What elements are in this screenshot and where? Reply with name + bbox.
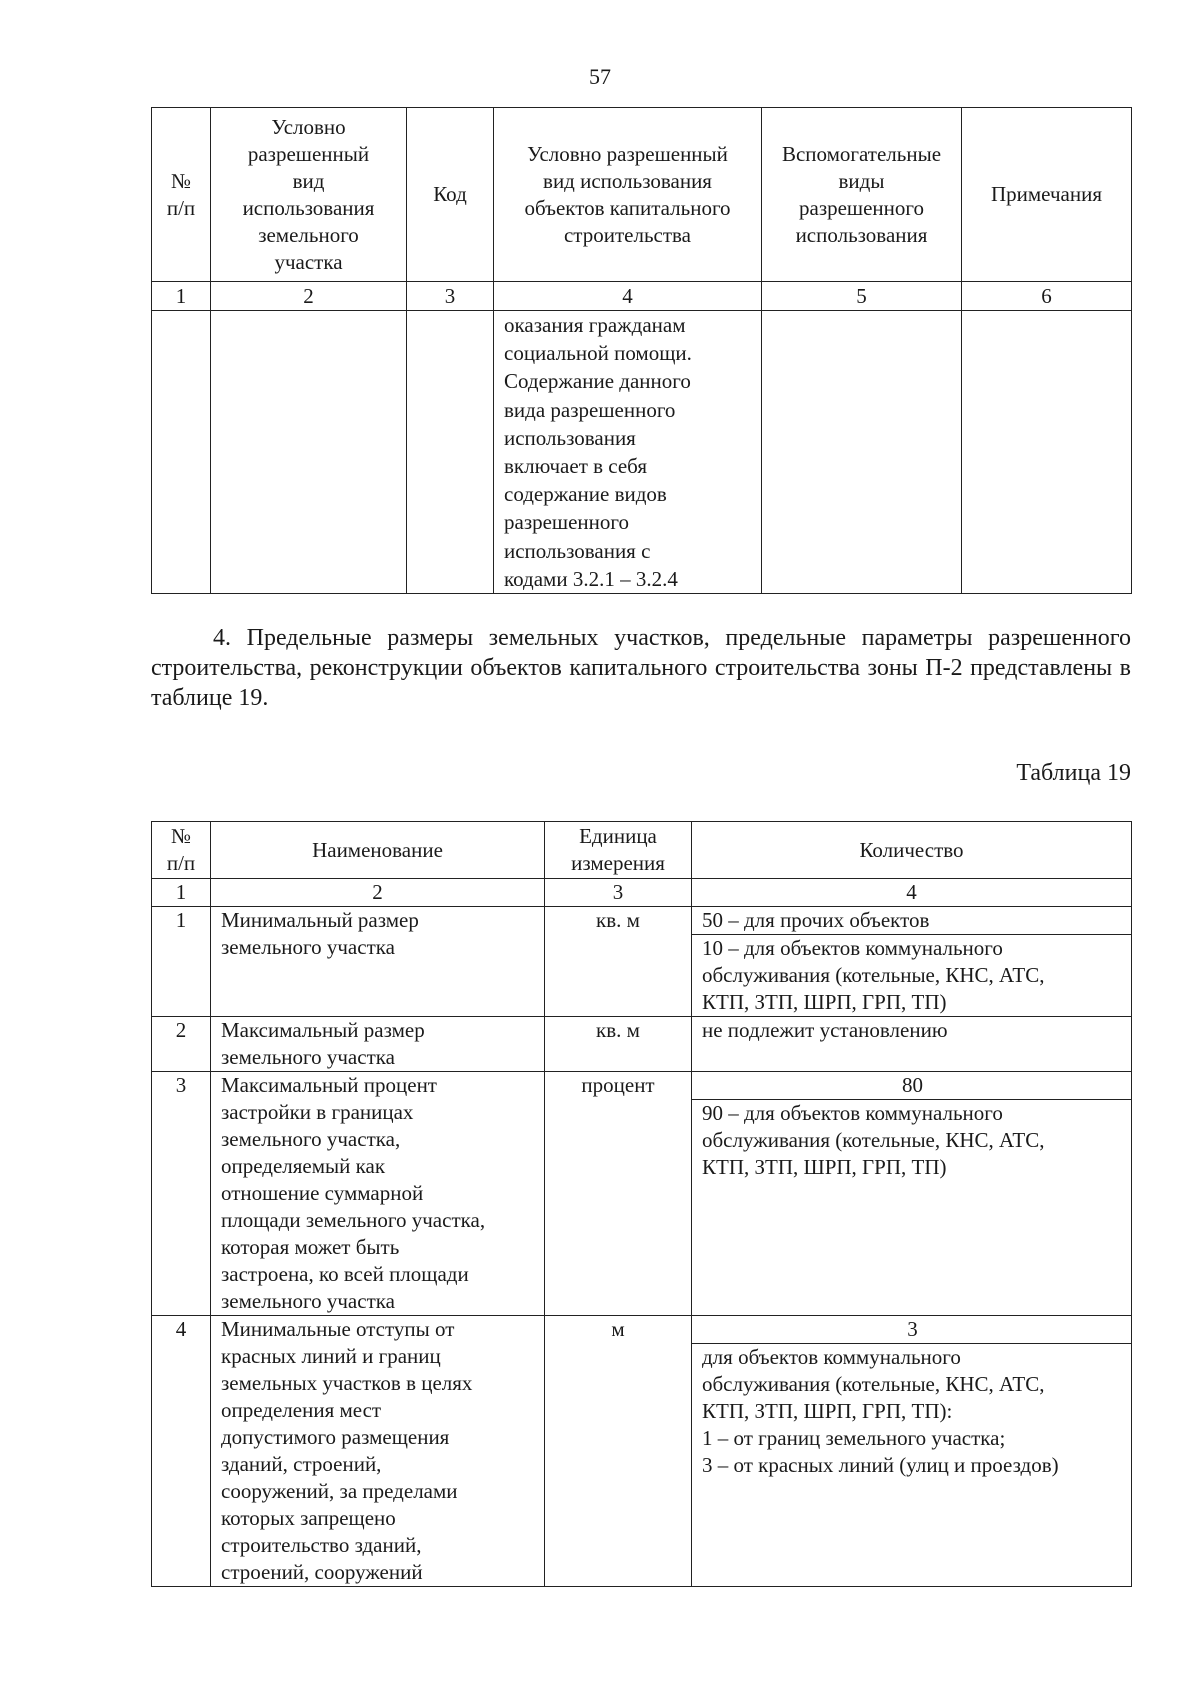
table19-column-number: 4 <box>692 879 1132 907</box>
table1-cell <box>152 311 211 594</box>
quantity-value: для объектов коммунального обслуживания (котельные, КНС, АТС, КТП, ЗТП, ШРП, ГРП, ТП): 1 – от границ земельного участка; 3 – от красных линий (улиц и проездов) <box>692 1343 1131 1479</box>
quantity-value: 3 <box>907 1317 918 1341</box>
row-name: Максимальный процент застройки в границах земельного участка, определяемый как отношение суммарной площади земельного участка, которая может быть застроена, ко всей площади земельного участка <box>211 1072 545 1316</box>
row-number: 3 <box>152 1072 211 1316</box>
table1-column-number: 5 <box>762 282 962 311</box>
table19-header-cell: Наименование <box>211 822 545 879</box>
table1-cell <box>762 311 962 594</box>
table1-column-number: 4 <box>494 282 762 311</box>
table1-header-cell: № п/п <box>152 108 211 282</box>
row-unit: м <box>545 1316 692 1587</box>
row-number: 4 <box>152 1316 211 1587</box>
table-row <box>152 1316 1132 1587</box>
table1-column-number: 6 <box>962 282 1132 311</box>
table-row <box>152 1017 1132 1072</box>
row-quantity <box>692 907 1132 1017</box>
row-quantity <box>692 1316 1132 1587</box>
table1-header-cell: Условно разрешенный вид использования земельного участка <box>211 108 407 282</box>
table-caption: Таблица 19 <box>1016 760 1131 786</box>
land-use-table-continuation <box>151 107 1132 594</box>
quantity-value: не подлежит установлению <box>702 1018 948 1042</box>
table-19 <box>151 821 1132 1587</box>
table19-column-number: 3 <box>545 879 692 907</box>
table1-column-number: 3 <box>407 282 494 311</box>
continuation-text: оказания гражданам социальной помощи. Содержание данного вида разрешенного использования включает в себя содержание видов разрешенного использования с кодами 3.2.1 – 3.2.4 <box>494 311 762 594</box>
table1-header-row <box>152 108 1132 282</box>
row-name: Минимальные отступы от красных линий и границ земельных участков в целях определения мест допустимого размещения зданий, строений, сооружений, за пределами которых запрещено строительство зданий, строений, сооружений <box>211 1316 545 1587</box>
row-name: Максимальный размер земельного участка <box>211 1017 545 1072</box>
quantity-value: 90 – для объектов коммунального обслуживания (котельные, КНС, АТС, КТП, ЗТП, ШРП, ГРП, ТП) <box>692 1099 1131 1181</box>
table19-column-number: 2 <box>211 879 545 907</box>
table19-header-cell: Единица измерения <box>545 822 692 879</box>
quantity-value: 10 – для объектов коммунального обслуживания (котельные, КНС, АТС, КТП, ЗТП, ШРП, ГРП, ТП) <box>692 934 1131 1016</box>
table1-header-cell: Код <box>407 108 494 282</box>
row-quantity <box>692 1017 1132 1072</box>
row-unit: процент <box>545 1072 692 1316</box>
page-number: 57 <box>589 64 611 89</box>
table19-header-row <box>152 822 1132 879</box>
table1-cell <box>211 311 407 594</box>
section-paragraph: 4. Предельные размеры земельных участков, предельные параметры разрешенного строительства, реконструкции объектов капитального строительства зоны П-2 представлены в таблице 19. <box>151 625 1131 711</box>
quantity-value: 80 <box>902 1073 923 1097</box>
table19-column-number-row <box>152 879 1132 907</box>
table19-header-cell: № п/п <box>152 822 211 879</box>
table1-cell <box>407 311 494 594</box>
table1-column-number: 1 <box>152 282 211 311</box>
table1-column-number-row <box>152 282 1132 311</box>
quantity-value: 50 – для прочих объектов <box>702 908 930 932</box>
table1-header-cell: Вспомогательные виды разрешенного использования <box>762 108 962 282</box>
table1-column-number: 2 <box>211 282 407 311</box>
table19-column-number: 1 <box>152 879 211 907</box>
row-name: Минимальный размер земельного участка <box>211 907 545 1017</box>
table-row <box>152 1072 1132 1316</box>
row-unit: кв. м <box>545 907 692 1017</box>
table1-header-cell: Условно разрешенный вид использования объектов капитального строительства <box>494 108 762 282</box>
table19-header-cell: Количество <box>692 822 1132 879</box>
table-row <box>152 311 1132 594</box>
table1-cell <box>962 311 1132 594</box>
row-number: 1 <box>152 907 211 1017</box>
row-quantity <box>692 1072 1132 1316</box>
table-row <box>152 907 1132 1017</box>
row-number: 2 <box>152 1017 211 1072</box>
table1-header-cell: Примечания <box>962 108 1132 282</box>
row-unit: кв. м <box>545 1017 692 1072</box>
